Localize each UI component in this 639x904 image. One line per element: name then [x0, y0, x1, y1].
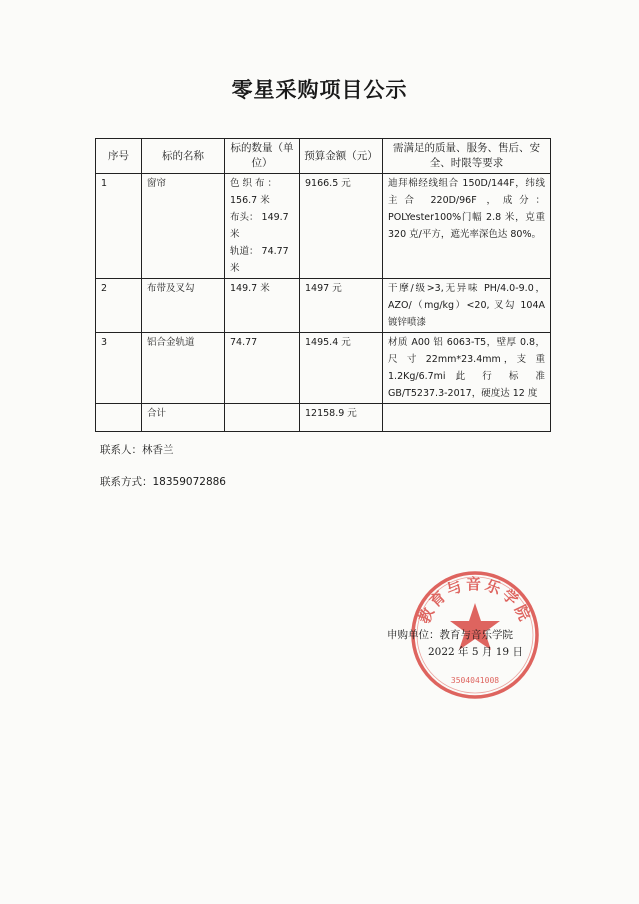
cell-no: 3 — [96, 333, 142, 404]
requesting-unit: 申购单位：教育与音乐学院 — [387, 629, 513, 641]
quantity-line: 布头： 149.7 米 — [230, 212, 289, 240]
quantity-line: 色 织 布 ： 156.7 米 — [230, 178, 278, 206]
cell-quantity: 149.7 米 — [225, 279, 300, 333]
page-title: 零星采购项目公示 — [231, 77, 408, 102]
total-value: 12158.9 元 — [300, 404, 383, 432]
procurement-table — [95, 138, 551, 432]
cell-empty — [96, 404, 142, 432]
table-row — [96, 174, 551, 279]
table-header-row — [96, 139, 551, 174]
cell-no: 1 — [96, 174, 142, 279]
cell-name: 窗帘 — [142, 174, 225, 279]
cell-budget: 1495.4 元 — [300, 333, 383, 404]
header-quantity: 标的数量（单位） — [225, 139, 300, 174]
cell-no: 2 — [96, 279, 142, 333]
cell-quantity: 74.77 — [225, 333, 300, 404]
signature-date: 2022 年 5 月 19 日 — [428, 646, 523, 658]
header-name: 标的名称 — [142, 139, 225, 174]
table-row — [96, 279, 551, 333]
header-requirements: 需满足的质量、服务、售后、安全、时限等要求 — [383, 139, 551, 174]
contact-person: 联系人：林香兰 — [100, 444, 174, 456]
cell-budget: 1497 元 — [300, 279, 383, 333]
cell-name: 铝合金轨道 — [142, 333, 225, 404]
cell-requirements: 干摩/级>3,无异味 PH/4.0-9.0，AZO/（mg/kg）<20, 叉勾 104A 镀锌喷漆 — [383, 279, 551, 333]
table-total-row — [96, 404, 551, 432]
header-budget: 预算金额（元） — [300, 139, 383, 174]
cell-budget: 9166.5 元 — [300, 174, 383, 279]
cell-empty — [225, 404, 300, 432]
quantity-line: 轨道： 74.77 米 — [230, 246, 289, 274]
header-no: 序号 — [96, 139, 142, 174]
cell-quantity — [225, 174, 300, 279]
table-row — [96, 333, 551, 404]
cell-empty — [383, 404, 551, 432]
stamp-code: 3504041008 — [450, 676, 500, 685]
total-label: 合计 — [142, 404, 225, 432]
contact-phone: 联系方式：18359072886 — [100, 476, 226, 488]
cell-name: 布带及叉勾 — [142, 279, 225, 333]
cell-requirements: 材质 A00 铝 6063-T5，壁厚 0.8，尺 寸 22mm*23.4mm，支 重 1.2Kg/6.7mi 此 行 标 准 GB/T5237.3-2017，硬度达 12 度 — [383, 333, 551, 404]
stamp-text: 教育与音乐学院 — [415, 575, 535, 627]
cell-requirements: 迪拜棉经线组合 150D/144F，纬线主合 220D/96F ，成分：POLYester100%门幅 2.8 米，克重 320 克/平方，遮光率深色达 80%。 — [383, 174, 551, 279]
